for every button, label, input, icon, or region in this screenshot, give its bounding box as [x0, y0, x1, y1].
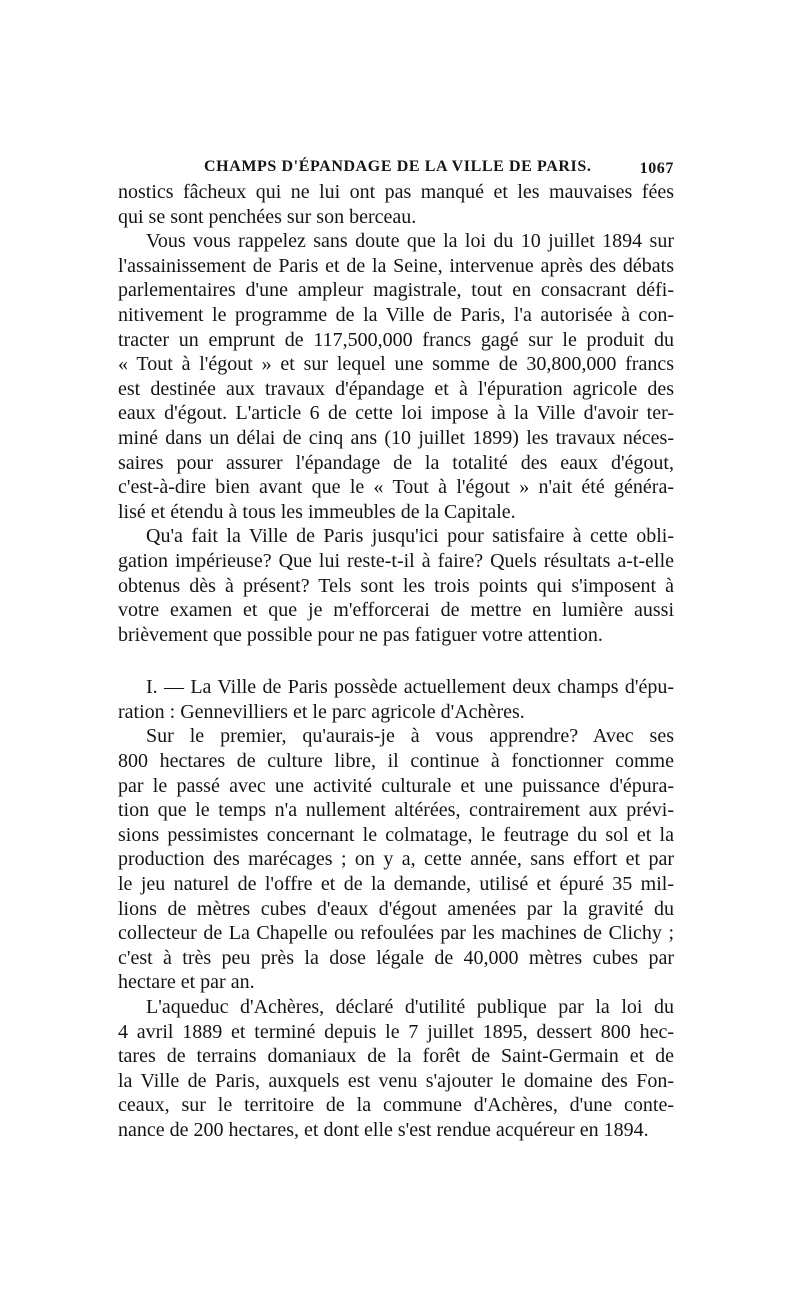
text-line: nance de 200 hectares, et dont elle s'est rendue acquéreur en 1894.	[118, 1118, 649, 1141]
text-line: production des marécages ; on y a, cette année, sans effort et par	[118, 848, 674, 871]
text-line: c'est-à-dire bien avant que le « Tout à l'égout » n'ait été généra-	[118, 476, 674, 499]
text-line: saires pour assurer l'épandage de la totalité des eaux d'égout,	[118, 451, 674, 474]
text-line: Sur le premier, qu'aurais-je à vous apprendre? Avec ses	[146, 725, 674, 748]
text-line: nostics fâcheux qui ne lui ont pas manqué et les mauvaises fées	[118, 181, 674, 203]
text-line: nitivement le programme de la Ville de Paris, l'a autorisée à con-	[118, 303, 674, 326]
text-line: « Tout à l'égout » et sur lequel une somme de 30,800,000 francs	[118, 353, 674, 376]
paragraph-acheres	[118, 995, 674, 1143]
text-line: ceaux, sur le territoire de la commune d'Achères, d'une conte-	[118, 1094, 674, 1117]
text-line: hectare et par an.	[118, 971, 255, 994]
text-line: parlementaires d'une ampleur magistrale, tout en consacrant défi-	[118, 279, 674, 302]
text-line: l'assainissement de Paris et de la Seine, intervenue après des débats	[118, 254, 674, 277]
text-line: 4 avril 1889 et terminé depuis le 7 juillet 1895, dessert 800 hec-	[118, 1020, 674, 1043]
text-line: tares de terrains domaniaux de la forêt de Saint-Germain et de	[118, 1045, 674, 1068]
text-line: lisé et étendu à tous les immeubles de la Capitale.	[118, 500, 516, 523]
paragraph-gennevilliers	[118, 724, 674, 995]
text-line: c'est à très peu près la dose légale de 40,000 mètres cubes par	[118, 946, 674, 969]
text-line: obtenus dès à présent? Tels sont les trois points qui s'imposent à	[118, 574, 674, 597]
text-body	[118, 180, 674, 1143]
text-line: Vous vous rappelez sans doute que la loi du 10 juillet 1894 sur	[146, 230, 674, 253]
text-line: I. — La Ville de Paris possède actuellement deux champs d'épu-	[146, 676, 674, 699]
text-line: sions pessimistes concernant le colmatage, le feutrage du sol et la	[118, 823, 674, 846]
text-line: collecteur de La Chapelle ou refoulées par les machines de Clichy ;	[118, 922, 674, 945]
paragraph-law-1894	[118, 229, 674, 524]
text-line: lions de mètres cubes d'eaux d'égout amenées par la gravité du	[118, 897, 674, 920]
text-line: L'aqueduc d'Achères, déclaré d'utilité publique par la loi du	[146, 996, 674, 1018]
page-number: 1067	[639, 160, 674, 177]
running-head	[118, 152, 674, 176]
book-page	[118, 152, 674, 1143]
text-line: eaux d'égout. L'article 6 de cette loi impose à la Ville d'avoir ter-	[118, 402, 674, 425]
text-line: ration : Gennevilliers et le parc agricole d'Achères.	[118, 700, 525, 723]
text-line: Qu'a fait la Ville de Paris jusqu'ici pour satisfaire à cette obli-	[146, 525, 674, 548]
text-line: la Ville de Paris, auxquels est venu s'ajouter le domaine des Fon-	[118, 1069, 674, 1092]
paragraph-continuation	[118, 180, 674, 229]
paragraph-questions	[118, 524, 674, 647]
text-line: le jeu naturel de l'offre et de la demande, utilisé et épuré 35 mil-	[118, 873, 674, 896]
text-line: tracter un emprunt de 117,500,000 francs gagé sur le produit du	[118, 328, 674, 351]
text-line: qui se sont penchées sur son berceau.	[118, 205, 417, 228]
text-line: brièvement que possible pour ne pas fatiguer votre attention.	[118, 623, 603, 646]
paragraph-section-one	[118, 675, 674, 724]
text-line: est destinée aux travaux d'épandage et à l'épuration agricole des	[118, 377, 674, 400]
text-line: votre examen et que je m'efforcerai de mettre en lumière aussi	[118, 599, 674, 622]
text-line: 800 hectares de culture libre, il continue à fonctionner comme	[118, 750, 674, 773]
text-line: gation impérieuse? Que lui reste-t-il à faire? Quels résultats a-t-elle	[118, 549, 674, 572]
running-title: CHAMPS D'ÉPANDAGE DE LA VILLE DE PARIS.	[204, 158, 592, 175]
text-line: tion que le temps n'a nullement altérées, contrairement aux prévi-	[118, 799, 674, 822]
section-gap	[118, 647, 674, 675]
text-line: par le passé avec une activité culturale et une puissance d'épura-	[118, 774, 674, 797]
text-line: miné dans un délai de cinq ans (10 juillet 1899) les travaux néces-	[118, 426, 674, 449]
